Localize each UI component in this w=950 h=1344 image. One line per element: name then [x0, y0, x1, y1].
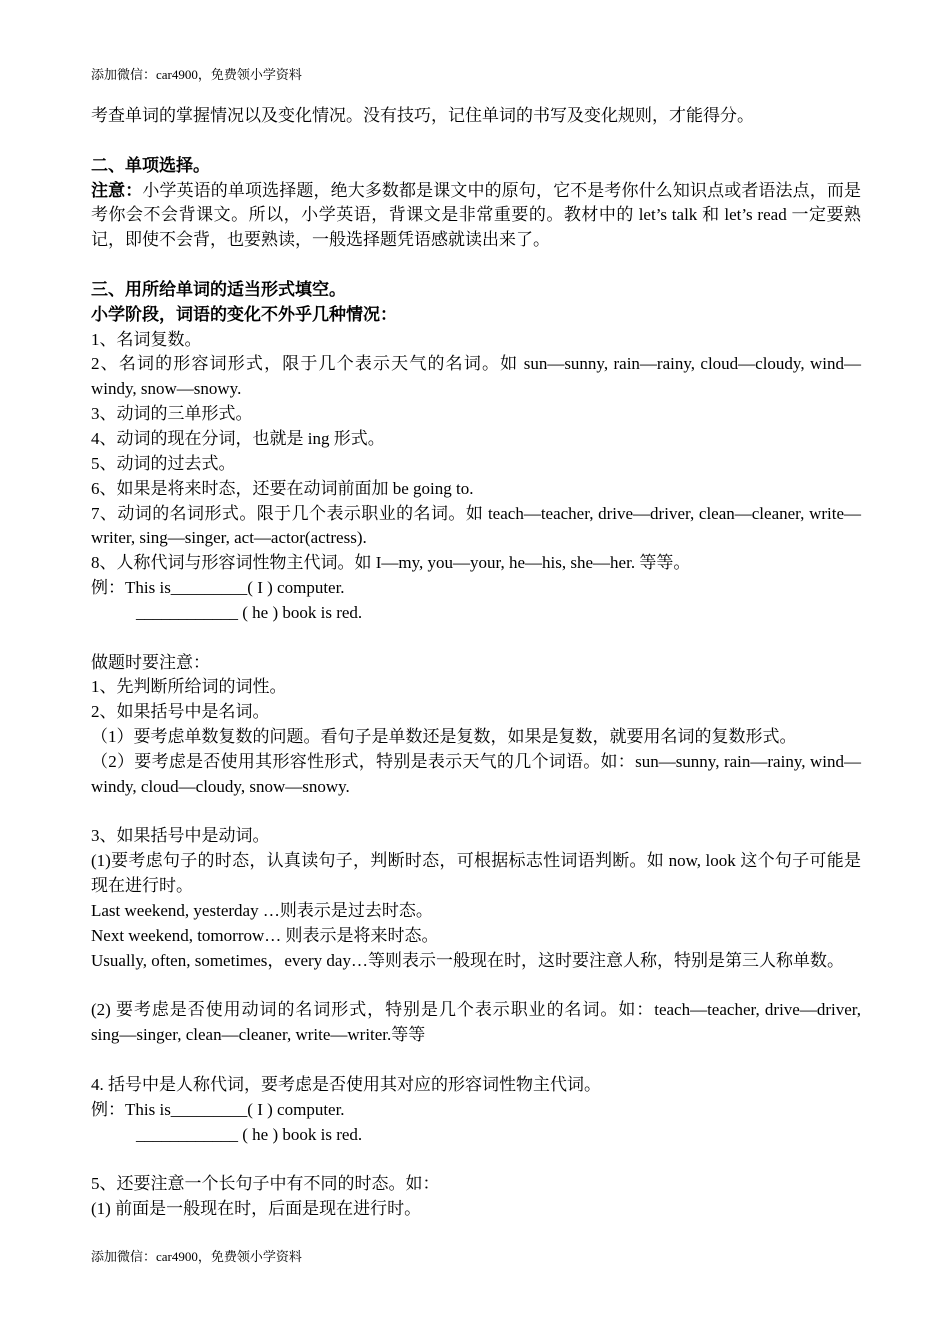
list-item: 7、动词的名词形式。限于几个表示职业的名词。如 teach—teacher, drive—driver, clean—cleaner, write—writer, sing—singer, act—actor(actress).: [91, 503, 861, 548]
spacer: [91, 1147, 861, 1172]
note-point: (2) 要考虑是否使用动词的名词形式，特别是几个表示职业的名词。如：teach—teacher, drive—driver, sing—singer, clean—cleaner, write—writer.等等: [91, 1000, 861, 1045]
note-point: 5、还要注意一个长句子中有不同的时态。如：: [91, 1174, 440, 1194]
section2-title: 二、单项选择。: [91, 155, 210, 175]
note-point: Next weekend, tomorrow… 则表示是将来时态。: [91, 925, 439, 945]
note-point: （2）要考虑是否使用其形容性形式，特别是表示天气的几个词语。如：sun—sunny, rain—rainy, wind—windy, cloud—cloudy, snow—snowy.: [91, 751, 861, 796]
note-point: 4. 括号中是人称代词，要考虑是否使用其对应的形容词性物主代词。: [91, 1074, 601, 1094]
note-text: 小学英语的单项选择题，绝大多数都是课文中的原句，它不是考你什么知识点或者语法点，而是考你会不会背课文。所以，小学英语，背课文是非常重要的。教材中的 let’s talk 和 let’s read 一定要熟记，即使不会背，也要熟读，一般选择题凭语感就读出来了。: [91, 180, 862, 250]
list-item: 6、如果是将来时态，还要在动词前面加 be going to.: [91, 478, 474, 498]
list-item: 2、名词的形容词形式，限于几个表示天气的名词。如 sun—sunny, rain—rainy, cloud—cloudy, wind—windy, snow—snowy.: [91, 354, 861, 399]
example-line: ____________ ( he ) book is red.: [136, 1124, 363, 1144]
note-point: Last weekend, yesterday …则表示是过去时态。: [91, 901, 433, 920]
section2-note: [91, 179, 861, 254]
list-item: 5、动词的过去式。: [91, 453, 236, 473]
footer-note: 添加微信：car4900，免费领小学资料: [91, 1249, 302, 1264]
spacer: [91, 626, 861, 651]
spacer: [91, 800, 861, 825]
header-note: 添加微信：car4900，免费领小学资料: [91, 67, 302, 82]
spacer: [91, 253, 861, 278]
note-point: 1、先判断所给词的词性。: [91, 677, 287, 697]
note-label: 注意：: [91, 180, 143, 200]
note-point: Usually, often, sometimes，every day…等则表示一般现在时，这时要注意人称，特别是第三人称单数。: [91, 950, 844, 970]
note-point: (1) 前面是一般现在时，后面是现在进行时。: [91, 1199, 422, 1219]
note-point: 2、如果括号中是名词。: [91, 702, 270, 722]
list-item: 4、动词的现在分词，也就是 ing 形式。: [91, 428, 385, 448]
notes-title: 做题时要注意：: [91, 652, 210, 672]
spacer: [91, 974, 861, 999]
document-body: [91, 104, 861, 1222]
note-point: (1)要考虑句子的时态，认真读句子，判断时态，可根据标志性词语判断。如 now, look 这个句子可能是现在进行时。: [91, 851, 861, 896]
intro-text: 考查单词的掌握情况以及变化情况。没有技巧，记住单词的书写及变化规则，才能得分。: [91, 106, 754, 125]
note-point: （1）要考虑单数复数的问题。看句子是单数还是复数，如果是复数，就要用名词的复数形式。: [91, 727, 797, 747]
spacer: [91, 1048, 861, 1073]
list-item: 3、动词的三单形式。: [91, 404, 253, 424]
section3-subtitle: 小学阶段，词语的变化不外乎几种情况：: [91, 304, 397, 324]
example-line: ____________ ( he ) book is red.: [136, 602, 363, 622]
list-item: 1、名词复数。: [91, 329, 202, 349]
note-point: 3、如果括号中是动词。: [91, 826, 270, 846]
list-item: 8、人称代词与形容词性物主代词。如 I—my, you—your, he—his, she—her. 等等。: [91, 553, 691, 573]
section3-title: 三、用所给单词的适当形式填空。: [91, 279, 346, 299]
example-line: 例：This is_________( I ) computer.: [91, 578, 345, 598]
example-line: 例：This is_________( I ) computer.: [91, 1099, 345, 1119]
spacer: [91, 129, 861, 154]
